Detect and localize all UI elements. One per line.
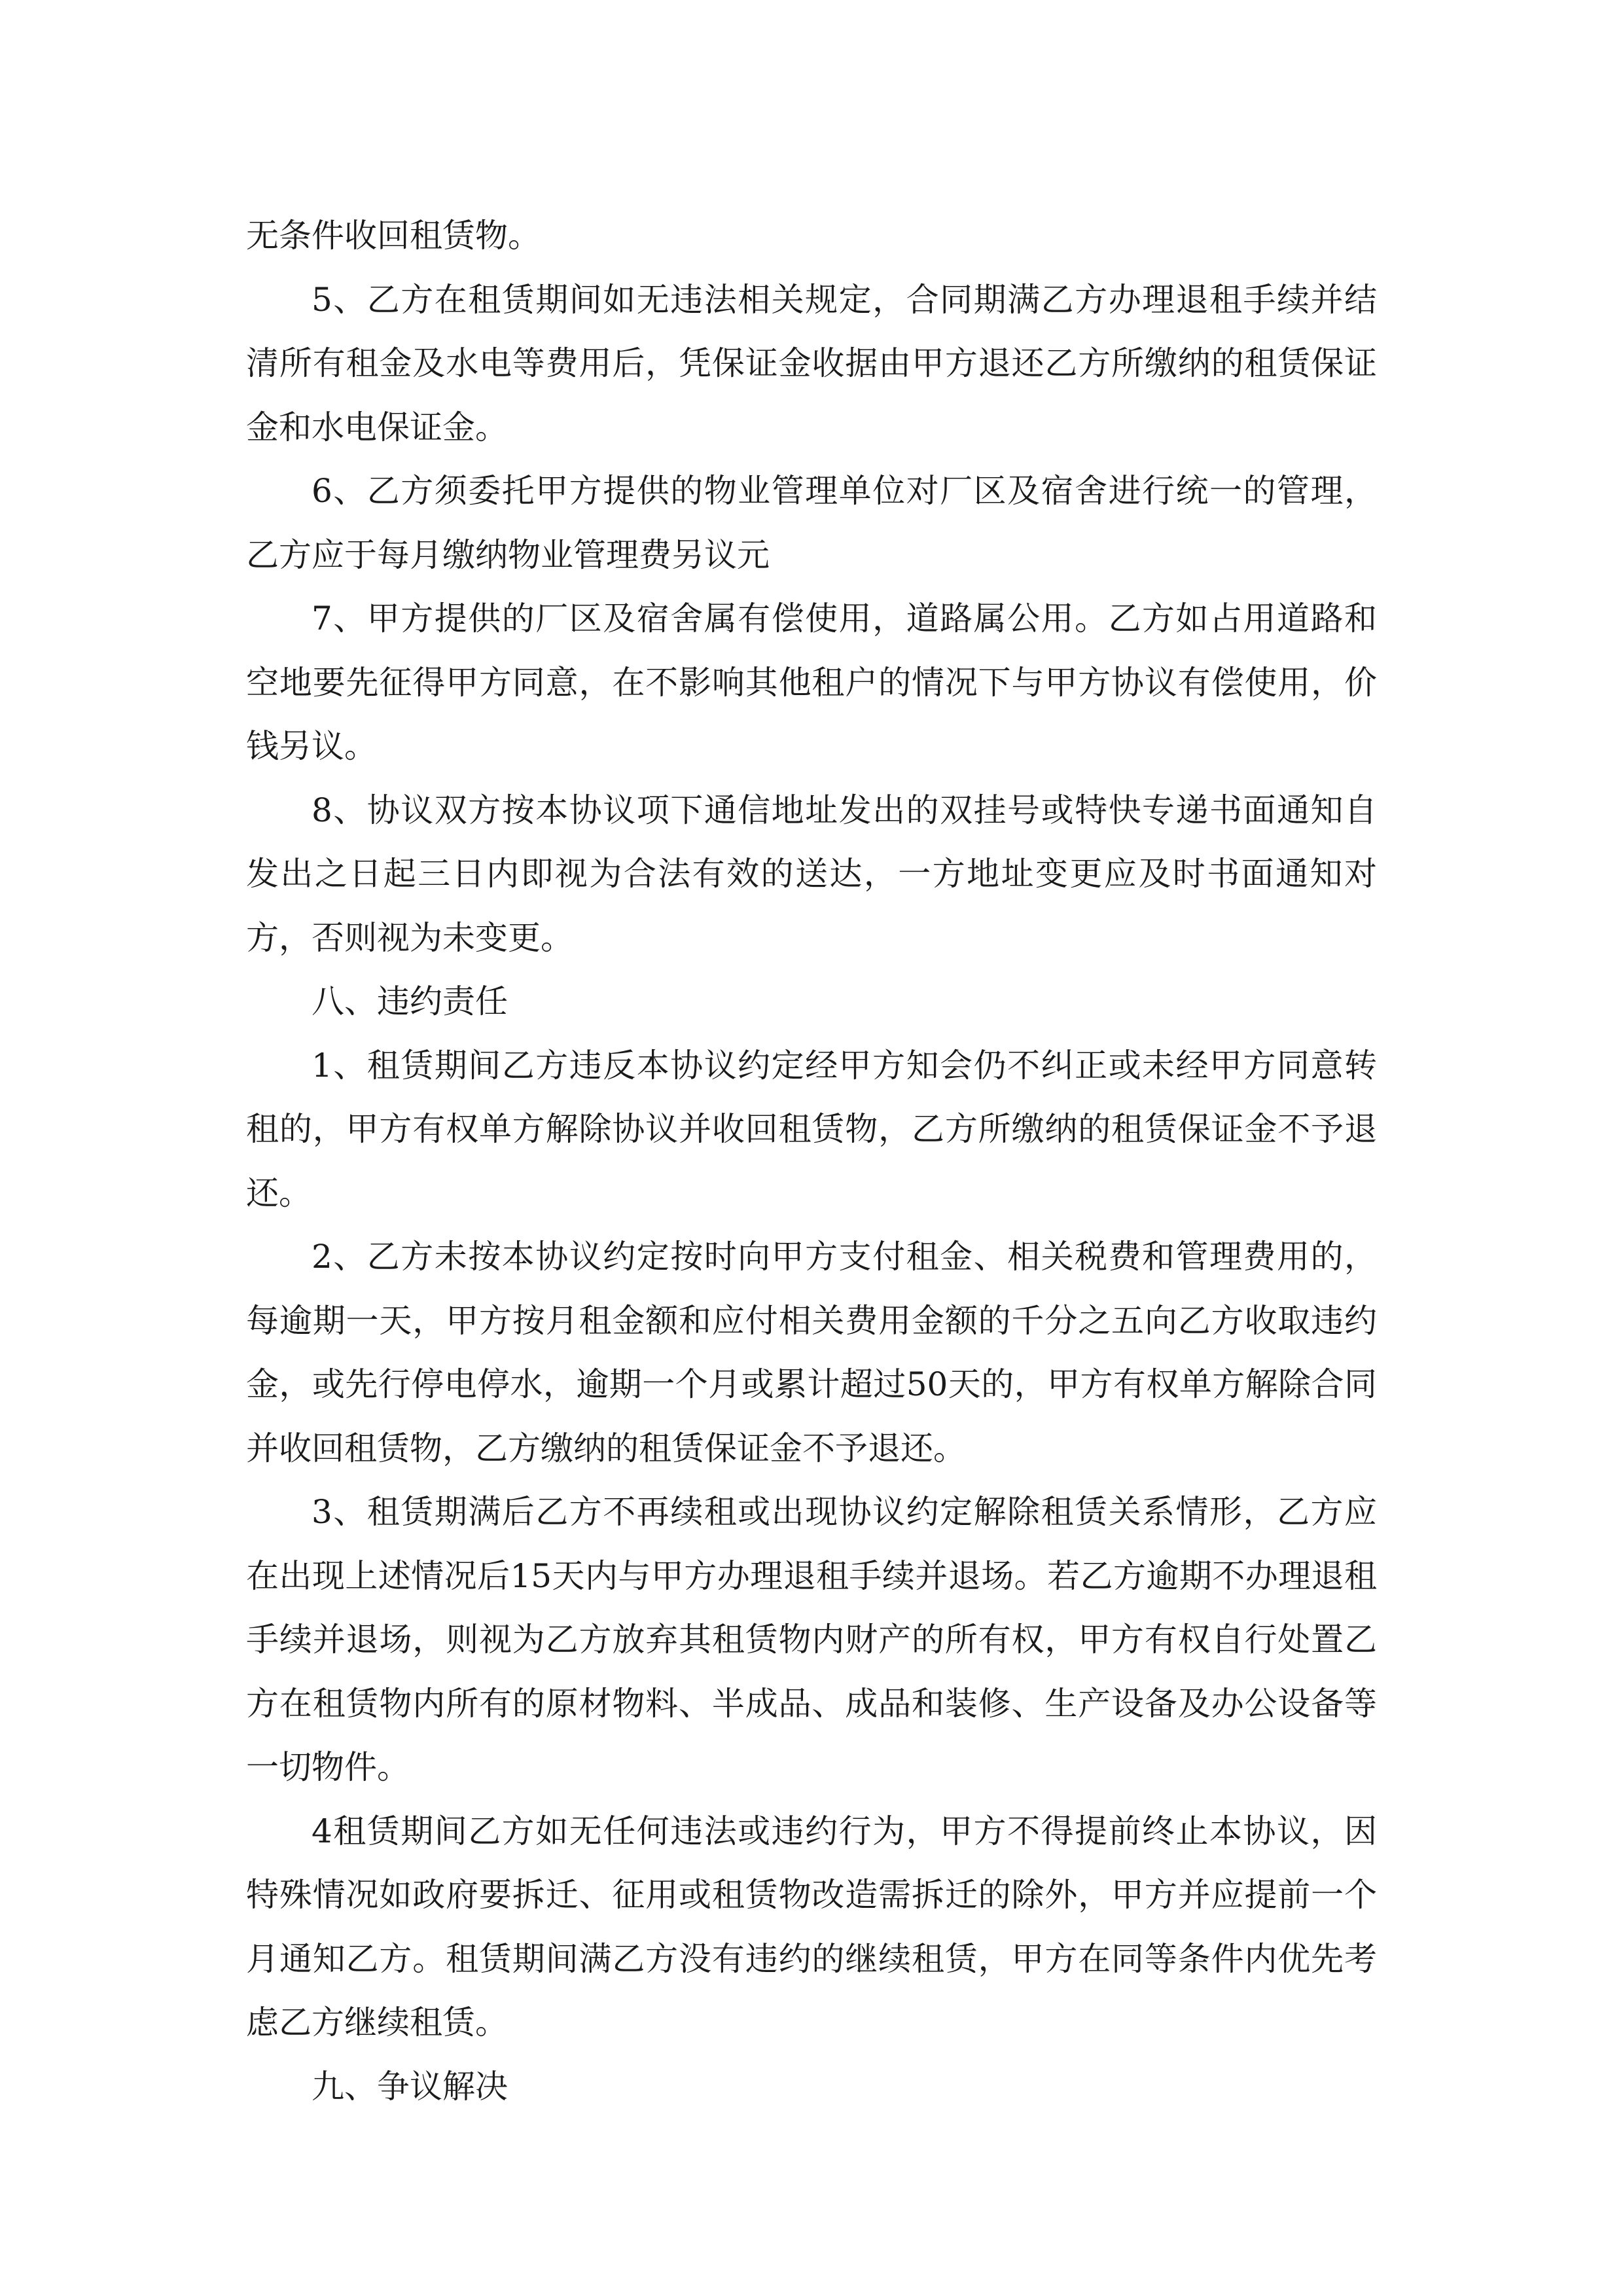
section-heading-8: 八、违约责任: [312, 982, 508, 1020]
paragraph-continuation: 无条件收回租赁物。: [246, 217, 541, 255]
section-heading-9: 九、争议解决: [312, 2067, 508, 2106]
clause-7-6: 6、乙方须委托甲方提供的物业管理单位对厂区及宿舍进行统一的管理，乙方应于每月缴纳物业管理费另议元: [246, 472, 1377, 574]
clause-7-7: 7、甲方提供的厂区及宿舍属有偿使用，道路属公用。乙方如占用道路和空地要先征得甲方同意，在不影响其他租户的情况下与甲方协议有偿使用，价钱另议。: [246, 600, 1377, 765]
clause-7-8: 8、协议双方按本协议项下通信地址发出的双挂号或特快专递书面通知自发出之日起三日内即视为合法有效的送达，一方地址变更应及时书面通知对方，否则视为未变更。: [246, 791, 1377, 957]
clause-8-3: 3、租赁期满后乙方不再续租或出现协议约定解除租赁关系情形，乙方应在出现上述情况后15天内与甲方办理退租手续并退场。若乙方逾期不办理退租手续并退场，则视为乙方放弃其租赁物内财产的所有权，甲方有权自行处置乙方在租赁物内所有的原材物料、半成品、成品和装修、生产设备及办公设备等一切物件。: [246, 1493, 1377, 1786]
clause-8-1: 1、租赁期间乙方违反本协议约定经甲方知会仍不纠正或未经甲方同意转租的，甲方有权单方解除协议并收回租赁物，乙方所缴纳的租赁保证金不予退还。: [246, 1046, 1377, 1212]
clause-7-5: 5、乙方在租赁期间如无违法相关规定，合同期满乙方办理退租手续并结清所有租金及水电等费用后，凭保证金收据由甲方退还乙方所缴纳的租赁保证金和水电保证金。: [246, 280, 1377, 446]
clause-8-4: 4租赁期间乙方如无任何违法或违约行为，甲方不得提前终止本协议，因特殊情况如政府要拆迁、征用或租赁物改造需拆迁的除外，甲方并应提前一个月通知乙方。租赁期间满乙方没有违约的继续租赁，甲方在同等条件内优先考虑乙方继续租赁。: [246, 1812, 1377, 2041]
clause-8-2: 2、乙方未按本协议约定按时向甲方支付租金、相关税费和管理费用的，每逾期一天，甲方按月租金额和应付相关费用金额的千分之五向乙方收取违约金，或先行停电停水，逾期一个月或累计超过50天的，甲方有权单方解除合同并收回租赁物，乙方缴纳的租赁保证金不予退还。: [246, 1238, 1377, 1467]
